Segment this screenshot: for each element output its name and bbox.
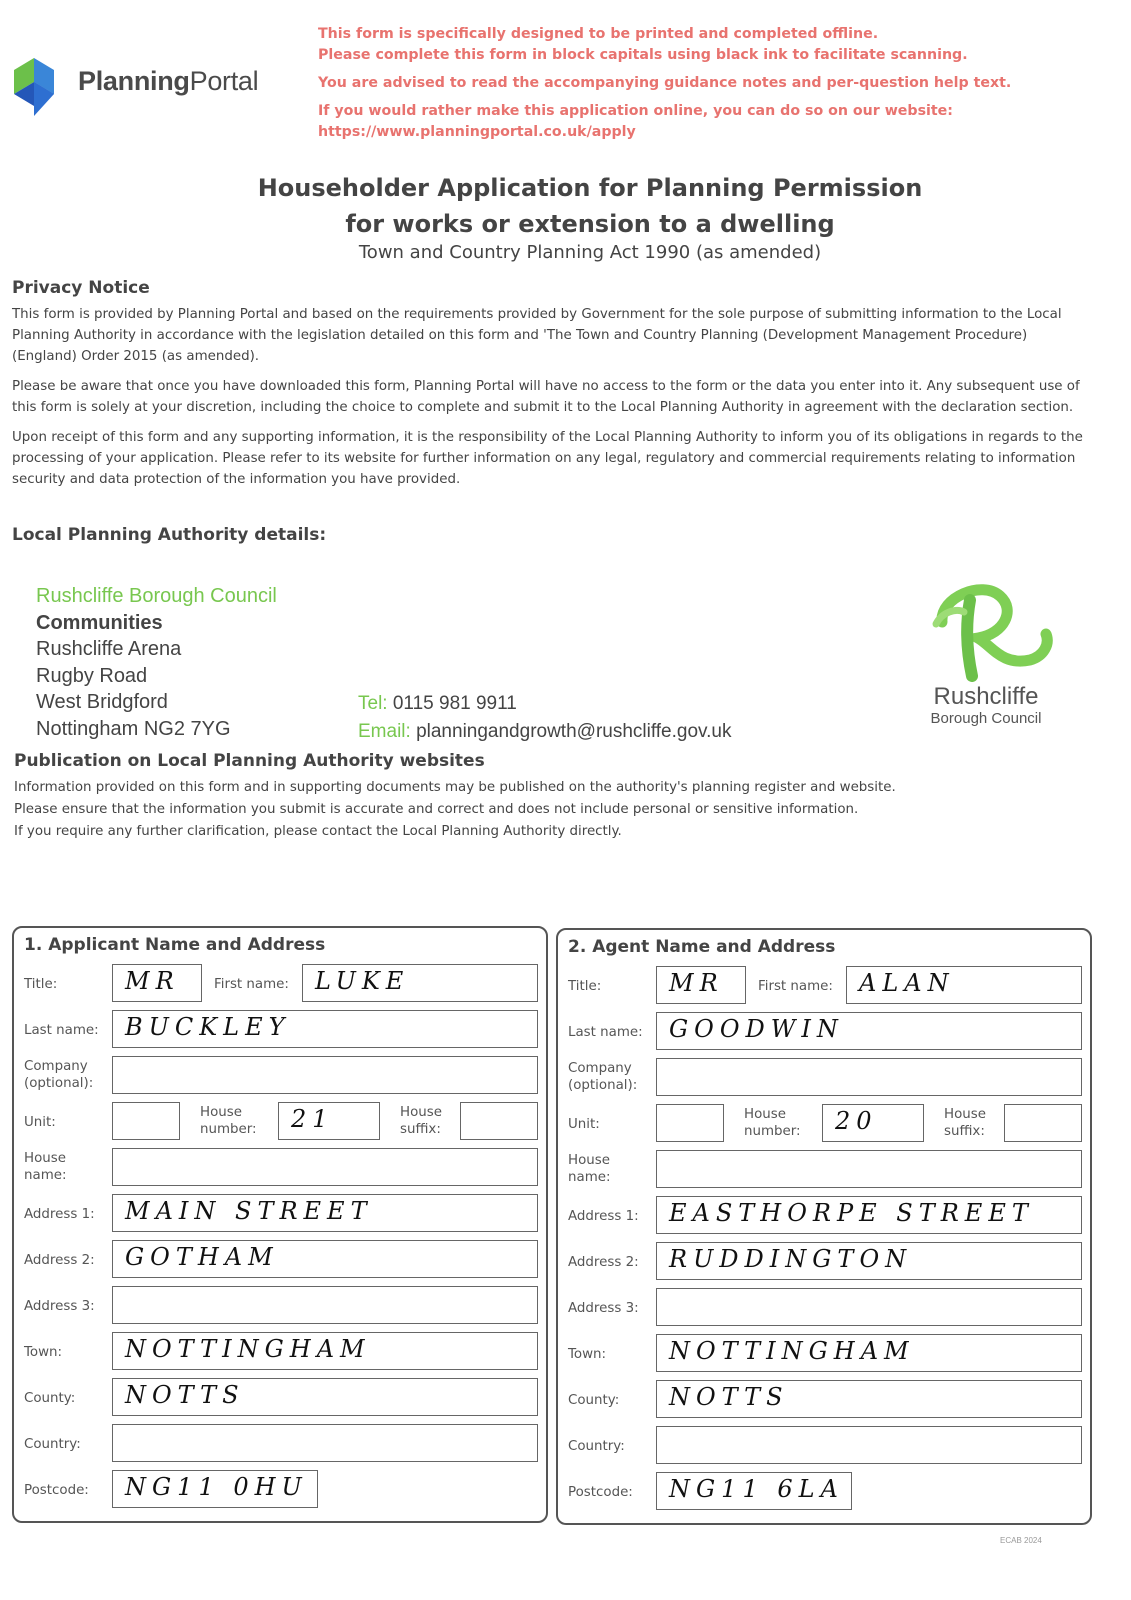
- address2-label: Address 2:: [568, 1255, 639, 1270]
- council-department: Communities: [36, 611, 163, 634]
- lpa-phone[interactable]: 0115 981 9911: [392, 693, 517, 714]
- applicant-town-field[interactable]: NOTTINGHAM: [112, 1332, 538, 1370]
- first-name-label: First name:: [758, 979, 833, 994]
- applicant-county-field[interactable]: NOTTS: [112, 1378, 538, 1416]
- notice-line: You are advised to read the accompanying guidance notes and per-question help text.: [318, 75, 1012, 91]
- rushcliffe-logo-sub: Borough Council: [930, 710, 1042, 727]
- unit-label: Unit:: [24, 1115, 56, 1130]
- applicant-country-field[interactable]: [112, 1424, 538, 1462]
- lpa-email[interactable]: planningandgrowth@rushcliffe.gov.uk: [416, 721, 732, 742]
- house-number-label: House number:: [744, 1107, 801, 1139]
- address-line: Rushcliffe Arena: [36, 638, 182, 660]
- house-suffix-label: House suffix:: [944, 1107, 986, 1139]
- last-name-label: Last name:: [24, 1023, 99, 1038]
- county-label: County:: [24, 1391, 76, 1406]
- address-line: Rugby Road: [36, 664, 148, 687]
- address2-label: Address 2:: [24, 1253, 95, 1268]
- agent-heading: 2. Agent Name and Address: [568, 937, 836, 957]
- lpa-heading: Local Planning Authority details:: [12, 525, 327, 545]
- county-label: County:: [568, 1393, 620, 1408]
- house-suffix-label: House suffix:: [400, 1105, 442, 1137]
- agent-postcode-field[interactable]: NG11 6LA: [656, 1472, 852, 1510]
- print-notice: [318, 24, 1118, 150]
- apply-link[interactable]: https://www.planningportal.co.uk/apply: [318, 124, 636, 140]
- applicant-house-suffix-field[interactable]: [460, 1102, 538, 1140]
- planning-portal-logo-icon: [10, 52, 70, 118]
- agent-title-field[interactable]: MR: [656, 966, 746, 1004]
- town-label: Town:: [568, 1347, 607, 1362]
- brand-name: PlanningPortal: [78, 66, 259, 96]
- company-label: Company (optional):: [568, 1061, 638, 1093]
- publication-text: Information provided on this form and in supporting documents may be published on the authority's planning register and website. Please ensure that the information you submit is accurate and correct and does not include personal or sensitive information. If you require any further clarification, please contact the Local Planning Authority directly.: [14, 780, 896, 839]
- privacy-text: This form is provided by Planning Portal and based on the requirements provided by Government for the sole purpose of submitting information to the Local Planning Authority in accordance with the legislation detailed on this form and 'The Town and Country Planning (Development Management Procedure) (England) Order 2015 (as amended). Please be aware that once you have downloaded this form, Planning Portal will have no access to the form or the data you enter into it. Any subsequent use of this form is solely at your discretion, including the choice to complete and submit it to the Local Planning Authority in agreement with the declaration section. Upon receipt of this form and any supporting information, it is the responsibility of the Local Planning Authority to inform you of its obligations in regards to the processing of your application. Please refer to its website for further information on any legal, regulatory and commercial requirements relating to information security and data protection of the information you have provided.: [12, 307, 1083, 487]
- address3-label: Address 3:: [24, 1299, 95, 1314]
- company-label: Company (optional):: [24, 1059, 94, 1091]
- applicant-postcode-field[interactable]: NG11 0HU: [112, 1470, 318, 1508]
- applicant-company-field[interactable]: [112, 1056, 538, 1094]
- page-title: Householder Application for Planning Permission for works or extension to a dwelling: [257, 174, 923, 238]
- agent-house-suffix-field[interactable]: [1004, 1104, 1082, 1142]
- agent-country-field[interactable]: [656, 1426, 1082, 1464]
- lpa-contact: Tel: 0115 981 9911 Email: planningandgrowth@rushcliffe.gov.uk: [358, 693, 732, 742]
- agent-address2-field[interactable]: RUDDINGTON: [656, 1242, 1082, 1280]
- applicant-house-number-field[interactable]: 21: [278, 1102, 380, 1140]
- address3-label: Address 3:: [568, 1301, 639, 1316]
- title-label: Title:: [24, 977, 58, 992]
- country-label: Country:: [568, 1439, 625, 1454]
- agent-first-name-field[interactable]: ALAN: [846, 966, 1082, 1004]
- town-label: Town:: [24, 1345, 63, 1360]
- agent-house-name-field[interactable]: [656, 1150, 1082, 1188]
- address-line: Nottingham NG2 7YG: [36, 717, 231, 740]
- applicant-heading: 1. Applicant Name and Address: [24, 935, 326, 955]
- agent-section: [556, 928, 1092, 1525]
- postcode-label: Postcode:: [568, 1485, 633, 1500]
- applicant-section: [12, 926, 548, 1523]
- address-line: West Bridgford: [36, 691, 168, 713]
- page-subtitle: Town and Country Planning Act 1990 (as amended): [358, 242, 822, 263]
- privacy-heading: Privacy Notice: [12, 278, 150, 298]
- house-number-label: House number:: [200, 1105, 257, 1137]
- applicant-title-field[interactable]: MR: [112, 964, 202, 1002]
- applicant-last-name-field[interactable]: BUCKLEY: [112, 1010, 538, 1048]
- applicant-address3-field[interactable]: [112, 1286, 538, 1324]
- house-name-label: House name:: [568, 1153, 611, 1185]
- agent-last-name-field[interactable]: GOODWIN: [656, 1012, 1082, 1050]
- applicant-unit-field[interactable]: [112, 1102, 180, 1140]
- rushcliffe-r-icon: [912, 582, 1062, 682]
- house-name-label: House name:: [24, 1151, 67, 1183]
- last-name-label: Last name:: [568, 1025, 643, 1040]
- agent-address3-field[interactable]: [656, 1288, 1082, 1326]
- planning-portal-logo: [10, 52, 280, 122]
- agent-house-number-field[interactable]: 20: [822, 1104, 924, 1142]
- unit-label: Unit:: [568, 1117, 600, 1132]
- rushcliffe-logo-name: Rushcliffe: [933, 683, 1039, 710]
- notice-line: If you would rather make this application online, you can do so on our website: https://www.planningportal.co.uk/apply: [318, 103, 953, 140]
- postcode-label: Postcode:: [24, 1483, 89, 1498]
- address1-label: Address 1:: [568, 1209, 639, 1224]
- title-label: Title:: [568, 979, 602, 994]
- agent-company-field[interactable]: [656, 1058, 1082, 1096]
- agent-address1-field[interactable]: EASTHORPE STREET: [656, 1196, 1082, 1234]
- applicant-address1-field[interactable]: MAIN STREET: [112, 1194, 538, 1232]
- agent-county-field[interactable]: NOTTS: [656, 1380, 1082, 1418]
- council-name: Rushcliffe Borough Council: [36, 585, 277, 607]
- applicant-first-name-field[interactable]: LUKE: [302, 964, 538, 1002]
- address1-label: Address 1:: [24, 1207, 95, 1222]
- form-code: ECAB 2024: [1000, 1536, 1042, 1545]
- lpa-address: [36, 583, 277, 742]
- rushcliffe-logo: [912, 582, 1062, 732]
- agent-town-field[interactable]: NOTTINGHAM: [656, 1334, 1082, 1372]
- first-name-label: First name:: [214, 977, 289, 992]
- country-label: Country:: [24, 1437, 81, 1452]
- agent-unit-field[interactable]: [656, 1104, 724, 1142]
- applicant-house-name-field[interactable]: [112, 1148, 538, 1186]
- publication-heading: Publication on Local Planning Authority websites: [14, 751, 485, 771]
- applicant-address2-field[interactable]: GOTHAM: [112, 1240, 538, 1278]
- notice-line: This form is specifically designed to be printed and completed offline. Please complete this form in block capitals using black ink to facilitate scanning.: [318, 26, 968, 63]
